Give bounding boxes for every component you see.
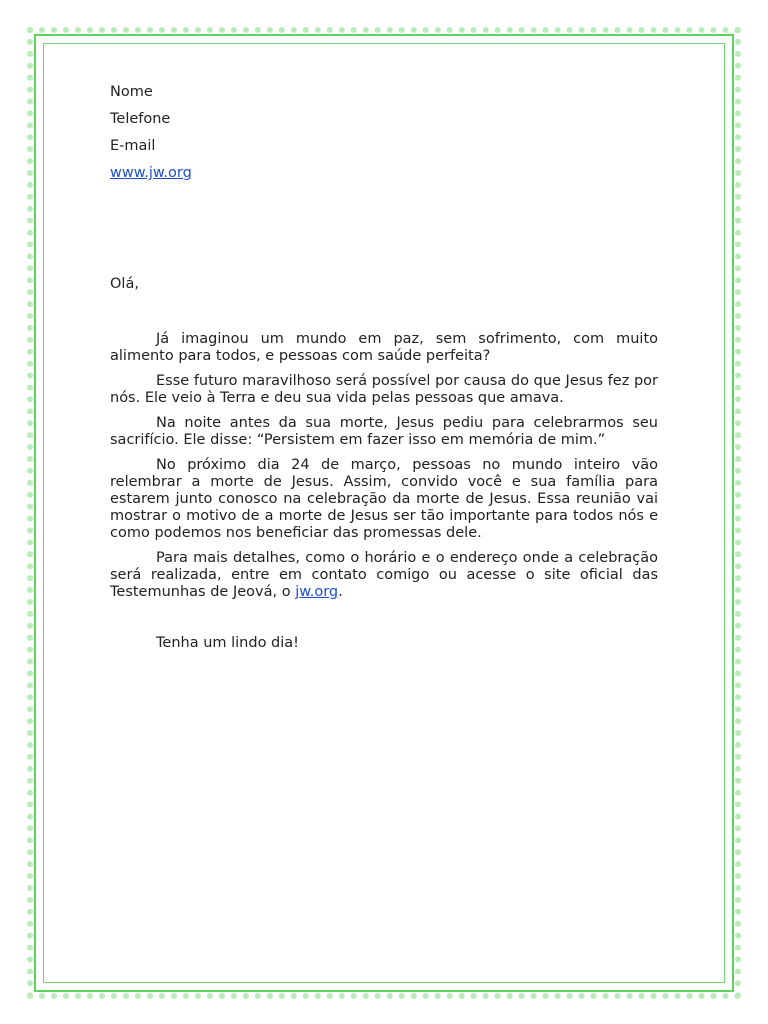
paragraph-5-text: Para mais detalhes, como o horário e o endereço onde a celebração será realizada, entre em contato comigo ou acesse o site oficial das Testemunhas de Jeová, o bbox=[110, 550, 658, 600]
paragraph-4: No próximo dia 24 de março, pessoas no mundo inteiro vão relembrar a morte de Jesus. Assim, convido você e sua família para estarem junto conosco na celebração da morte de Jesus. Essa reunião vai mostrar o motivo de a morte de Jesus ser tão importante para todos nós e como podemos nos beneficiar das promessas dele. bbox=[110, 457, 658, 541]
contact-email: E-mail bbox=[110, 138, 156, 154]
closing-line: Tenha um lindo dia! bbox=[156, 635, 299, 651]
contact-phone: Telefone bbox=[110, 111, 171, 127]
jw-org-link[interactable]: jw.org bbox=[295, 584, 339, 600]
paragraph-1: Já imaginou um mundo em paz, sem sofrimento, com muito alimento para todos, e pessoas com saúde perfeita? bbox=[110, 331, 658, 364]
website-link[interactable]: www.jw.org bbox=[110, 165, 192, 181]
paragraph-2: Esse futuro maravilhoso será possível por causa do que Jesus fez por nós. Ele veio à Terra e deu sua vida pelas pessoas que amava. bbox=[110, 373, 658, 406]
greeting: Olá, bbox=[110, 276, 139, 292]
contact-name: Nome bbox=[110, 84, 153, 100]
letter-content bbox=[110, 84, 658, 652]
letter-body bbox=[110, 331, 658, 601]
paragraph-5 bbox=[110, 550, 658, 601]
contact-website-line bbox=[110, 165, 658, 182]
paragraph-3: Na noite antes da sua morte, Jesus pediu para celebrarmos seu sacrifício. Ele disse: “Persistem em fazer isso em memória de mim.” bbox=[110, 415, 658, 448]
paragraph-5-end: . bbox=[338, 584, 343, 600]
